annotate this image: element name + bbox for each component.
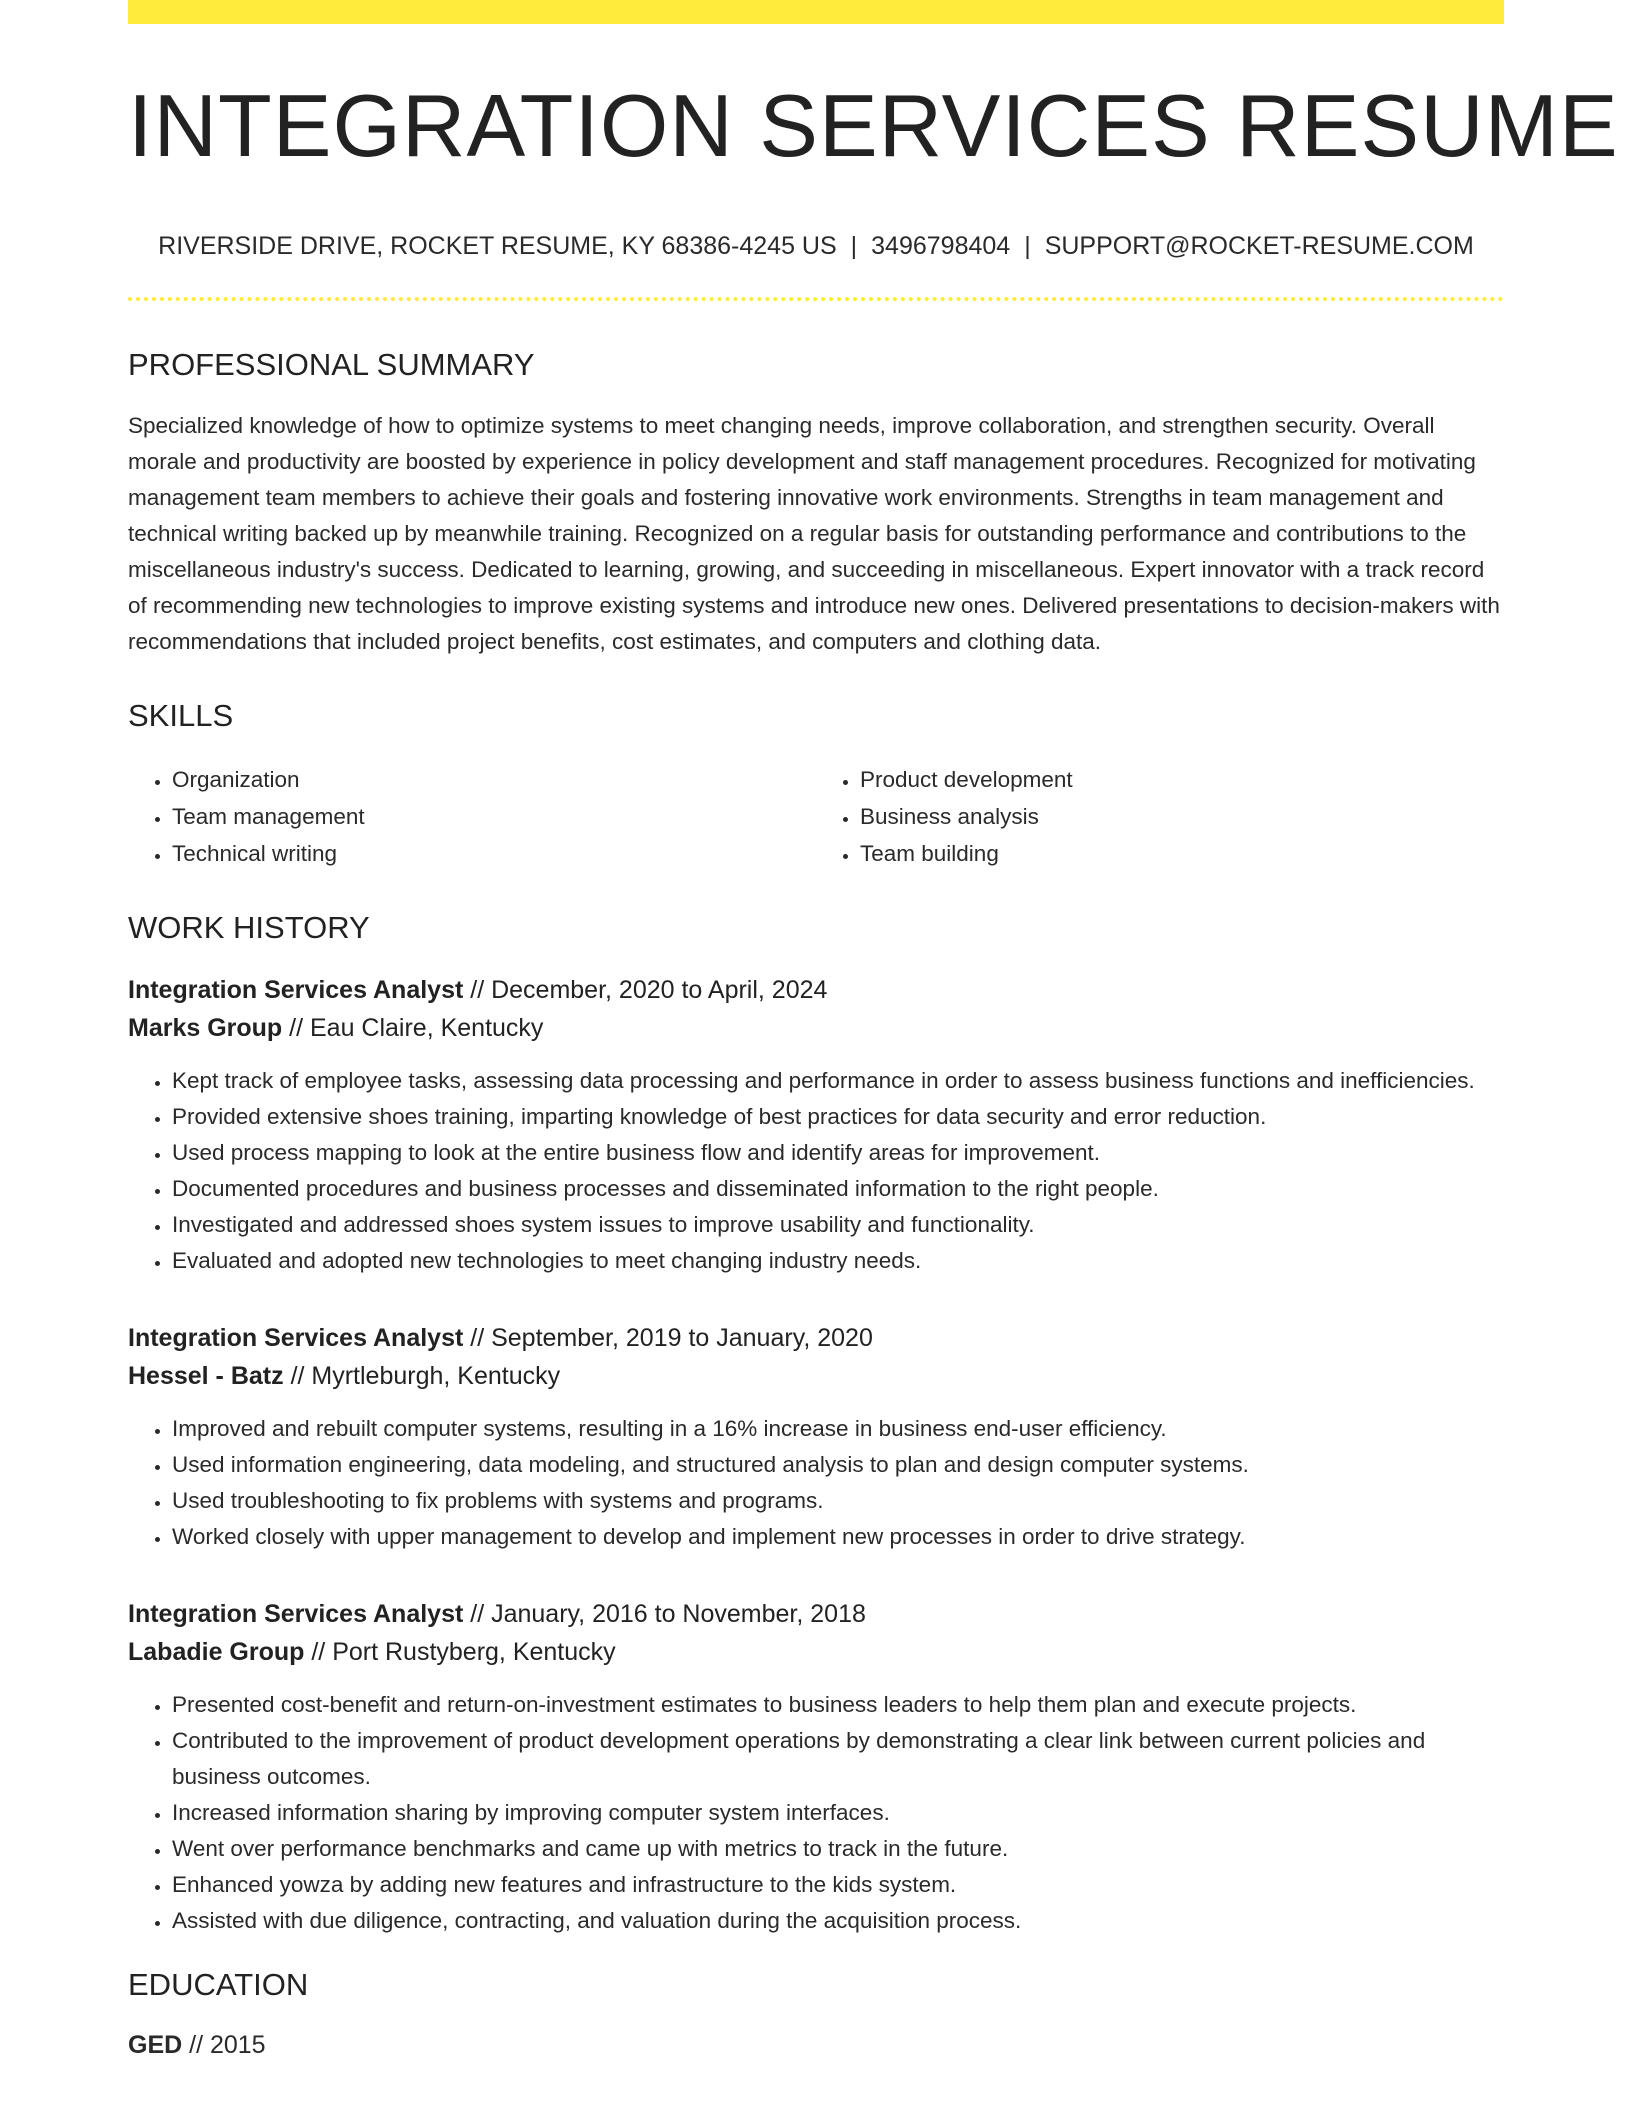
skill-item: • Product development xyxy=(860,761,1504,798)
job-entry xyxy=(128,1595,1504,1939)
education-year: // 2015 xyxy=(182,2031,266,2059)
job-bullet: • Provided extensive shoes training, imparting knowledge of best practices for data security and error reduction. xyxy=(172,1099,1504,1135)
contact-line xyxy=(128,232,1504,261)
job-bullet: • Used information engineering, data modeling, and structured analysis to plan and design computer systems. xyxy=(172,1447,1504,1483)
skill-item: • Team building xyxy=(860,835,1504,872)
job-entry xyxy=(128,1319,1504,1555)
contact-phone: 3496798404 xyxy=(871,232,1011,260)
skills-column-left xyxy=(128,761,816,872)
job-bullet: • Used troubleshooting to fix problems with systems and programs. xyxy=(172,1483,1504,1519)
summary-heading: PROFESSIONAL SUMMARY xyxy=(128,347,535,382)
top-accent-bar xyxy=(128,0,1504,24)
job-location: // Myrtleburgh, Kentucky xyxy=(283,1362,561,1390)
job-role: Integration Services Analyst xyxy=(128,1324,464,1352)
job-bullet: • Assisted with due diligence, contracting, and valuation during the acquisition process. xyxy=(172,1903,1504,1939)
skill-item: • Business analysis xyxy=(860,798,1504,835)
education-degree: GED xyxy=(128,2031,183,2059)
contact-separator: | xyxy=(1024,232,1031,260)
job-role: Integration Services Analyst xyxy=(128,976,464,1004)
job-bullets xyxy=(128,1063,1504,1279)
job-bullets xyxy=(128,1687,1504,1939)
job-entry xyxy=(128,971,1504,1279)
skill-item: • Technical writing xyxy=(172,835,816,872)
contact-email: SUPPORT@ROCKET-RESUME.COM xyxy=(1044,232,1474,260)
education-entry xyxy=(128,2026,1504,2064)
job-location: // Eau Claire, Kentucky xyxy=(282,1014,544,1042)
skill-item: • Team management xyxy=(172,798,816,835)
job-company-line xyxy=(128,1633,1504,1671)
skills-column-right xyxy=(816,761,1504,872)
job-bullet: • Increased information sharing by improving computer system interfaces. xyxy=(172,1795,1504,1831)
job-location: // Port Rustyberg, Kentucky xyxy=(304,1638,616,1666)
resume-page xyxy=(128,0,1619,2064)
job-title-line xyxy=(128,1319,1504,1357)
job-bullet: • Enhanced yowza by adding new features and infrastructure to the kids system. xyxy=(172,1867,1504,1903)
job-bullet: • Worked closely with upper management to develop and implement new processes in order to drive strategy. xyxy=(172,1519,1504,1555)
contact-address: RIVERSIDE DRIVE, ROCKET RESUME, KY 68386-4245 US xyxy=(158,232,837,260)
job-title-line xyxy=(128,971,1504,1009)
job-title-line xyxy=(128,1595,1504,1633)
dotted-divider xyxy=(128,297,1504,301)
job-bullet: • Documented procedures and business processes and disseminated information to the right people. xyxy=(172,1171,1504,1207)
job-bullet: • Improved and rebuilt computer systems, resulting in a 16% increase in business end-user efficiency. xyxy=(172,1411,1504,1447)
job-bullet: • Used process mapping to look at the entire business flow and identify areas for improvement. xyxy=(172,1135,1504,1171)
skills-list xyxy=(128,761,1504,872)
job-company: Marks Group xyxy=(128,1014,283,1042)
job-dates: // January, 2016 to November, 2018 xyxy=(463,1600,866,1628)
job-bullets xyxy=(128,1411,1504,1555)
job-company: Labadie Group xyxy=(128,1638,305,1666)
contact-separator: | xyxy=(850,232,858,260)
job-bullet: • Presented cost-benefit and return-on-investment estimates to business leaders to help them plan and execute projects. xyxy=(172,1687,1504,1723)
job-dates: // December, 2020 to April, 2024 xyxy=(463,976,828,1004)
job-bullet: • Contributed to the improvement of product development operations by demonstrating a clear link between current policies and business outcomes. xyxy=(172,1723,1504,1795)
job-bullet: • Kept track of employee tasks, assessing data processing and performance in order to assess business functions and inefficiencies. xyxy=(172,1063,1504,1099)
skills-heading: SKILLS xyxy=(128,698,234,733)
education-heading: EDUCATION xyxy=(128,1967,309,2002)
job-bullet: • Investigated and addressed shoes system issues to improve usability and functionality. xyxy=(172,1207,1504,1243)
job-company-line xyxy=(128,1009,1504,1047)
summary-text: Specialized knowledge of how to optimize systems to meet changing needs, improve collaboration, and strengthen security. Overall morale and productivity are boosted by experience in policy development and staff management procedures. Recognized for motivating management team members to achieve their goals and fostering innovative work environments. Strengths in team management and technical writing backed up by meanwhile training. Recognized on a regular basis for outstanding performance and contributions to the miscellaneous industry's success. Dedicated to learning, growing, and succeeding in miscellaneous. Expert innovator with a track record of recommending new technologies to improve existing systems and introduce new ones. Delivered presentations to decision-makers with recommendations that included project benefits, cost estimates, and computers and clothing data. xyxy=(128,413,1500,654)
work-history-heading: WORK HISTORY xyxy=(128,910,370,945)
skill-item: • Organization xyxy=(172,761,816,798)
job-role: Integration Services Analyst xyxy=(128,1600,464,1628)
job-company-line xyxy=(128,1357,1504,1395)
job-bullet: • Went over performance benchmarks and came up with metrics to track in the future. xyxy=(172,1831,1504,1867)
job-company: Hessel - Batz xyxy=(128,1362,284,1390)
job-dates: // September, 2019 to January, 2020 xyxy=(463,1324,873,1352)
resume-title: INTEGRATION SERVICES RESUME xyxy=(128,76,1619,175)
job-bullet: • Evaluated and adopted new technologies to meet changing industry needs. xyxy=(172,1243,1504,1279)
